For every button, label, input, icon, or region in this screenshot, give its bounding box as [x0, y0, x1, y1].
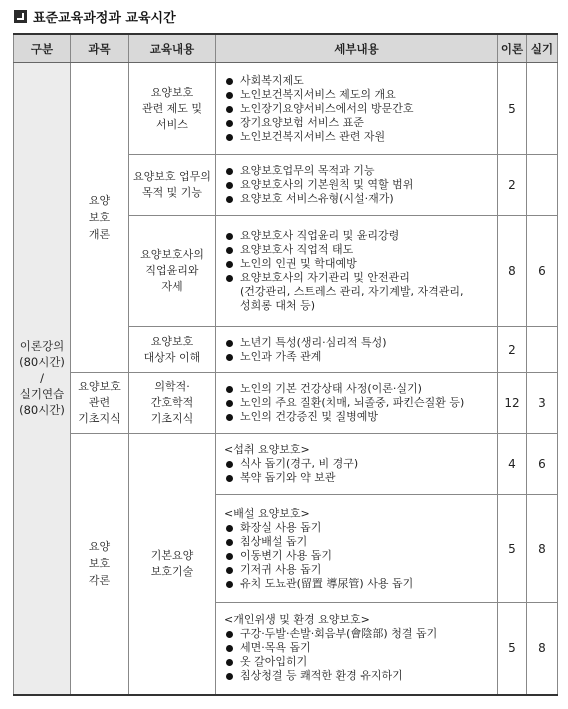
content-cell [129, 327, 216, 373]
checkbox-square-icon [14, 10, 27, 23]
table-header-row [14, 34, 558, 63]
theory-hours: 5 [498, 495, 527, 603]
detail-item: 노인의 기본 건강상태 사정(이론·실기) [222, 382, 493, 396]
content-cell [129, 63, 216, 155]
detail-item: 노인과 가족 관계 [222, 350, 493, 364]
detail-cell [216, 155, 498, 216]
detail-item: 사회복지제도 [222, 74, 493, 88]
detail-heading: <섭취 요양보호> [224, 443, 310, 456]
detail-list [222, 74, 493, 144]
curriculum-table [13, 33, 558, 696]
practice-hours: 6 [527, 216, 558, 327]
content-cell [129, 434, 216, 695]
subject-text: 요양 보호 각론 [88, 540, 111, 588]
detail-list [222, 336, 493, 364]
content-text: 요양보호 관련 제도 및 서비스 [141, 85, 203, 131]
section-title [14, 6, 176, 26]
subject-cell [71, 434, 129, 695]
detail-item: 노인의 건강증진 및 질병예방 [222, 410, 493, 424]
detail-cell [216, 216, 498, 327]
category-cell [14, 63, 71, 695]
section-title-text: 표준교육과정과 교육시간 [33, 10, 176, 26]
practice-hours [527, 63, 558, 155]
subject-text: 요양보호 관련 기초지식 [78, 380, 121, 425]
detail-cell [216, 434, 498, 495]
header-detail: 세부내용 [216, 34, 498, 63]
detail-item: 장기요양보험 서비스 표준 [222, 116, 493, 130]
detail-item-continuation: (건강관리, 스트레스 관리, 자기계발, 자격관리, [240, 285, 464, 298]
detail-list [222, 164, 493, 206]
header-theory: 이론 [498, 34, 527, 63]
practice-hours: 3 [527, 373, 558, 434]
theory-hours: 5 [498, 63, 527, 155]
detail-item: 복약 돕기와 약 보관 [222, 471, 493, 485]
detail-item-continuation: 성희롱 대처 등) [240, 299, 316, 312]
table-row [14, 434, 558, 495]
practice-hours: 8 [527, 603, 558, 695]
detail-item: 유치 도뇨관(留置 導尿管) 사용 돕기 [222, 577, 493, 591]
detail-list [222, 229, 493, 313]
detail-item: 요양보호사의 자기관리 및 안전관리 [222, 271, 493, 285]
detail-item: 요양보호사 직업윤리 및 윤리강령 [222, 229, 493, 243]
detail-item: 구강·두발·손발·회음부(會陰部) 청결 돕기 [222, 627, 493, 641]
detail-item: 노인장기요양서비스에서의 방문간호 [222, 102, 493, 116]
detail-item: 요양보호사의 기본원칙 및 역할 범위 [222, 178, 493, 192]
theory-hours: 12 [498, 373, 527, 434]
theory-hours: 8 [498, 216, 527, 327]
practice-hours: 8 [527, 495, 558, 603]
detail-item: 침상배설 돕기 [222, 535, 493, 549]
detail-item: 노인보건복지서비스 관련 자원 [222, 130, 493, 144]
detail-list [222, 457, 493, 485]
header-content: 교육내용 [129, 34, 216, 63]
detail-cell [216, 603, 498, 695]
subject-cell [71, 63, 129, 373]
detail-cell [216, 63, 498, 155]
content-text: 기본요양 보호기술 [150, 548, 194, 578]
detail-cell [216, 495, 498, 603]
detail-item: 노인의 인권 및 학대예방 [222, 257, 493, 271]
detail-item: 식사 돕기(경구, 비 경구) [222, 457, 493, 471]
detail-list [222, 627, 493, 683]
detail-item: 노인의 주요 질환(치매, 뇌졸중, 파킨슨질환 등) [222, 396, 493, 410]
theory-hours: 5 [498, 603, 527, 695]
detail-item: 요양보호업무의 목적과 기능 [222, 164, 493, 178]
content-text: 요양보호 대상자 이해 [143, 334, 201, 364]
detail-item: 기저귀 사용 돕기 [222, 563, 493, 577]
detail-heading: <배설 요양보호> [224, 506, 310, 520]
table-row [14, 373, 558, 434]
detail-item: 이동변기 사용 돕기 [222, 549, 493, 563]
detail-cell [216, 373, 498, 434]
detail-item: 요양보호사 직업적 태도 [222, 243, 493, 257]
detail-item: 옷 갈아입히기 [222, 655, 493, 669]
subject-cell [71, 373, 129, 434]
content-cell [129, 216, 216, 327]
content-text: 의학적· 간호학적 기초지식 [150, 380, 194, 425]
practice-hours: 6 [527, 434, 558, 495]
detail-list [222, 382, 493, 424]
detail-cell [216, 327, 498, 373]
header-subject: 과목 [71, 34, 129, 63]
category-text: 이론강의 (80시간) / 실기연습 (80시간) [19, 339, 65, 418]
content-text: 요양보호사의 직업윤리와 자세 [140, 248, 204, 293]
detail-item: 세면·목욕 돕기 [222, 641, 493, 655]
practice-hours [527, 155, 558, 216]
detail-item: 노인보건복지서비스 제도의 개요 [222, 88, 493, 102]
detail-item: 요양보호 서비스유형(시설·재가) [222, 192, 493, 206]
detail-heading: <개인위생 및 환경 요양보호> [224, 613, 370, 627]
detail-item: 화장실 사용 돕기 [222, 521, 493, 535]
subject-text: 요양 보호 개론 [88, 194, 111, 241]
content-cell [129, 373, 216, 434]
detail-item: 침상청결 등 쾌적한 환경 유지하기 [222, 669, 493, 683]
content-text: 요양보호 업무의 목적 및 기능 [133, 170, 211, 199]
detail-item: 노년기 특성(생리·심리적 특성) [222, 336, 493, 350]
theory-hours: 2 [498, 327, 527, 373]
header-category: 구분 [14, 34, 71, 63]
header-practice: 실기 [527, 34, 558, 63]
detail-list [222, 521, 493, 591]
table-row [14, 63, 558, 155]
content-cell [129, 155, 216, 216]
theory-hours: 4 [498, 434, 527, 495]
theory-hours: 2 [498, 155, 527, 216]
practice-hours [527, 327, 558, 373]
